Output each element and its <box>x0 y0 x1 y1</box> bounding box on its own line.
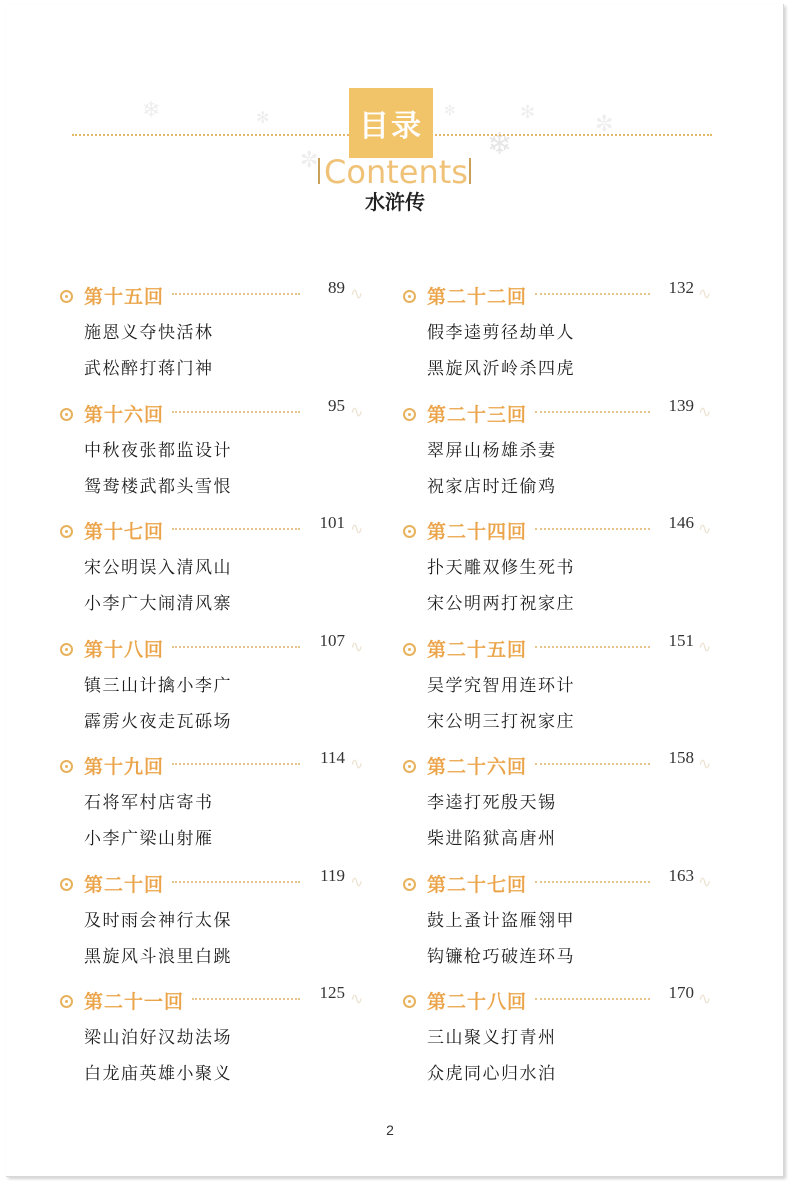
dotted-leader <box>535 528 650 530</box>
page-ref: 139 <box>668 395 694 415</box>
page-number: 2 <box>386 1122 394 1138</box>
dotted-leader <box>535 881 650 883</box>
cloud-swirl-icon: ∿ <box>350 284 364 303</box>
bullet-circle-icon <box>403 878 416 891</box>
dotted-leader <box>535 763 650 765</box>
toc-entry <box>403 865 733 986</box>
chapter-title-line-2: 钩镰枪巧破连环马 <box>427 946 575 967</box>
page-ref: 170 <box>668 983 694 1002</box>
toc-entry <box>60 280 390 398</box>
page-ref: 158 <box>668 748 694 767</box>
chapter-heading: 第二十回 <box>84 873 165 896</box>
chapter-title-line-2: 霹雳火夜走瓦砾场 <box>84 711 232 732</box>
page-ref: 119 <box>320 865 345 885</box>
dotted-leader <box>172 528 300 530</box>
toc-entry <box>60 395 390 516</box>
bullet-circle-icon <box>60 878 73 891</box>
dotted-leader <box>172 411 300 413</box>
chapter-title-line-2: 鸳鸯楼武都头雪恨 <box>84 476 232 497</box>
toc-entry <box>60 515 390 633</box>
cloud-swirl-icon: ∿ <box>698 636 712 656</box>
chapter-title-line-1: 翠屏山杨雄杀妻 <box>427 440 557 461</box>
page-ref: 146 <box>668 513 694 532</box>
bullet-circle-icon <box>60 760 73 773</box>
chapter-heading: 第二十三回 <box>427 403 528 426</box>
bullet-circle-icon <box>403 290 416 303</box>
chapter-title-line-1: 三山聚义打青州 <box>427 1028 557 1048</box>
dotted-leader <box>535 411 650 413</box>
chapter-title-line-1: 石将军村店寄书 <box>84 793 214 813</box>
dotted-leader <box>172 763 300 765</box>
chapter-title-line-1: 扑天雕双修生死书 <box>427 558 575 578</box>
chapter-title-line-1: 李逵打死殷天锡 <box>427 793 557 813</box>
toc-entry <box>403 750 733 868</box>
toc-title-english: Contents <box>324 153 468 191</box>
chapter-title-line-1: 宋公明误入清风山 <box>84 558 232 578</box>
page-ref: 132 <box>668 278 694 297</box>
toc-title: 目录 <box>349 88 433 158</box>
chapter-title-line-2: 黑旋风沂岭杀四虎 <box>427 359 575 379</box>
chapter-title-line-2: 小李广梁山射雁 <box>84 829 214 849</box>
dotted-leader <box>535 293 650 295</box>
chapter-title-line-2: 众虎同心归水泊 <box>427 1064 557 1084</box>
chapter-heading: 第十五回 <box>84 286 165 308</box>
chapter-heading: 第二十五回 <box>427 638 528 661</box>
chapter-title-line-2: 柴进陷狱高唐州 <box>427 829 557 849</box>
cloud-swirl-icon: ∿ <box>698 989 712 1008</box>
bullet-circle-icon <box>60 643 73 656</box>
snowflake-decoration-icon: ✼ <box>300 148 319 173</box>
bullet-circle-icon <box>60 408 73 421</box>
chapter-heading: 第二十六回 <box>427 756 528 778</box>
chapter-title-line-1: 吴学究智用连环计 <box>427 675 575 696</box>
cloud-swirl-icon: ∿ <box>350 636 364 656</box>
page-ref: 163 <box>668 865 694 885</box>
page-ref: 89 <box>328 278 345 297</box>
cloud-swirl-icon: ∿ <box>698 871 712 891</box>
page-ref: 114 <box>320 748 345 767</box>
bullet-circle-icon <box>60 525 73 538</box>
cloud-swirl-icon: ∿ <box>698 519 712 538</box>
chapter-heading: 第十七回 <box>84 521 165 543</box>
toc-entry <box>403 395 733 516</box>
chapter-title-line-2: 小李广大闹清风寨 <box>84 594 232 614</box>
dotted-leader <box>192 998 300 1000</box>
chapter-heading: 第二十八回 <box>427 991 528 1013</box>
snowflake-decoration-icon: ✼ <box>595 112 614 137</box>
chapter-title-line-2: 宋公明两打祝家庄 <box>427 594 575 614</box>
chapter-title-line-1: 中秋夜张都监设计 <box>84 440 232 461</box>
chapter-heading: 第二十一回 <box>84 991 185 1013</box>
toc-entry <box>60 865 390 986</box>
cloud-swirl-icon: ∿ <box>350 871 364 891</box>
toc-entry <box>60 630 390 751</box>
chapter-title-line-1: 假李逵剪径劫单人 <box>427 323 575 343</box>
page-ref: 95 <box>328 395 345 415</box>
chapter-title-line-1: 施恩义夺快活林 <box>84 323 214 343</box>
bullet-circle-icon <box>403 760 416 773</box>
book-title: 水浒传 <box>365 190 425 214</box>
chapter-title-line-1: 鼓上蚤计盗雁翎甲 <box>427 910 575 931</box>
chapter-title-line-2: 宋公明三打祝家庄 <box>427 711 575 732</box>
chapter-title-line-2: 黑旋风斗浪里白跳 <box>84 946 232 967</box>
chapter-heading: 第二十二回 <box>427 286 528 308</box>
cloud-swirl-icon: ∿ <box>350 989 364 1008</box>
cloud-swirl-icon: ∿ <box>698 754 712 773</box>
cloud-swirl-icon: ∿ <box>698 401 712 421</box>
chapter-title-line-2: 祝家店时迁偷鸡 <box>427 476 557 497</box>
toc-header <box>0 0 790 220</box>
dotted-leader <box>172 646 300 648</box>
snowflake-decoration-icon: ✻ <box>256 108 270 127</box>
chapter-title-line-2: 武松醉打蒋门神 <box>84 359 214 379</box>
page-ref: 107 <box>319 630 345 650</box>
page-ref: 151 <box>668 630 694 650</box>
title-right-bar <box>469 158 471 184</box>
snowflake-decoration-icon: ✻ <box>444 103 456 119</box>
chapter-heading: 第二十四回 <box>427 521 528 543</box>
dotted-leader <box>535 998 650 1000</box>
chapter-title-line-1: 梁山泊好汉劫法场 <box>84 1028 232 1048</box>
chapter-heading: 第十八回 <box>84 638 165 661</box>
chapter-title-line-1: 及时雨会神行太保 <box>84 910 232 931</box>
bullet-circle-icon <box>60 290 73 303</box>
cloud-swirl-icon: ∿ <box>698 284 712 303</box>
bullet-circle-icon <box>403 995 416 1008</box>
chapter-heading: 第十九回 <box>84 756 165 778</box>
chapter-title-line-2: 白龙庙英雄小聚义 <box>84 1064 232 1084</box>
dotted-leader <box>172 881 300 883</box>
chapter-heading: 第十六回 <box>84 403 165 426</box>
page-ref: 125 <box>319 983 345 1002</box>
bullet-circle-icon <box>403 408 416 421</box>
toc-entry <box>60 750 390 868</box>
snowflake-decoration-icon: ❄ <box>487 127 513 162</box>
dotted-leader <box>172 293 300 295</box>
toc-entry <box>403 515 733 633</box>
cloud-swirl-icon: ∿ <box>350 401 364 421</box>
bullet-circle-icon <box>403 525 416 538</box>
toc-entry <box>403 280 733 398</box>
bullet-circle-icon <box>403 643 416 656</box>
dotted-leader <box>535 646 650 648</box>
chapter-heading: 第二十七回 <box>427 873 528 896</box>
toc-entry <box>403 630 733 751</box>
snowflake-decoration-icon: ✻ <box>520 102 536 123</box>
cloud-swirl-icon: ∿ <box>350 519 364 538</box>
snowflake-decoration-icon: ❄ <box>142 98 161 123</box>
toc-entry <box>403 985 733 1103</box>
page-ref: 101 <box>319 513 345 532</box>
bullet-circle-icon <box>60 995 73 1008</box>
cloud-swirl-icon: ∿ <box>350 754 364 773</box>
toc-entry <box>60 985 390 1103</box>
chapter-title-line-1: 镇三山计擒小李广 <box>84 675 232 696</box>
